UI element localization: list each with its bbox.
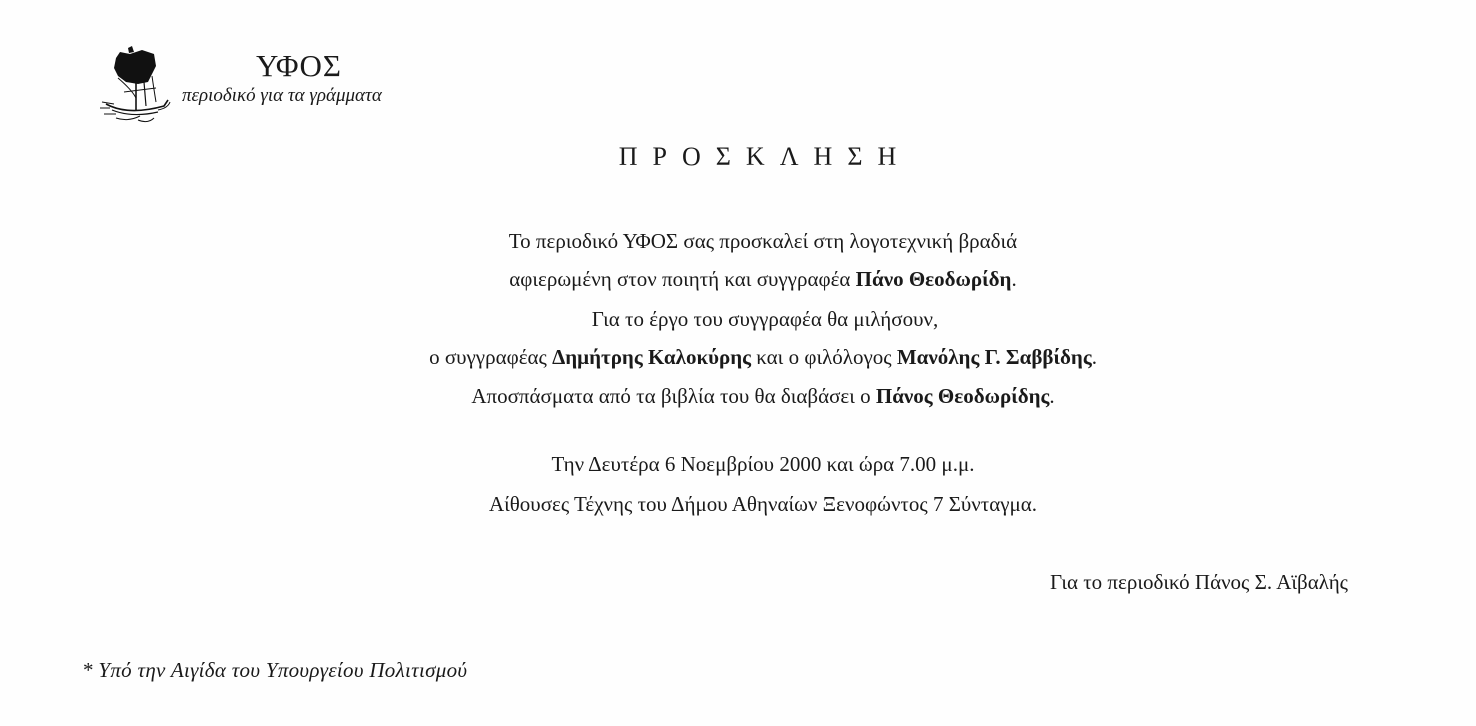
reader-name: Πάνος Θεοδωρίδης [875,384,1050,408]
body-line-2-prefix: αφιερωμένη στον ποιητή και συγγραφέα [509,267,856,291]
body-line-4 [0,347,1476,368]
footnote: * Υπό την Αιγίδα του Υπουργείου Πολιτισμού [82,658,468,682]
ship-sketch-icon [98,44,178,124]
brand-tagline: περιοδικό για τα γράμματα [182,85,382,106]
body-line-2 [0,269,1476,290]
body-line-5-prefix: Αποσπάσματα από τα βιβλία του θα διαβάσει ο [471,384,876,408]
event-datetime: Την Δευτέρα 6 Νοεμβρίου 2000 και ώρα 7.00 μ.μ. [551,452,975,476]
speaker-2-name: Μανόλης Γ. Σαββίδης [896,345,1092,369]
body-line-1: Το περιοδικό ΥΦΟΣ σας προσκαλεί στη λογοτεχνική βραδιά [508,229,1018,253]
body-line-4-prefix: ο συγγραφέας [429,345,553,369]
signature: Για το περιοδικό Πάνος Σ. Αϊβαλής [1049,570,1348,594]
body-line-4-middle: και ο φιλόλογος [751,345,897,369]
invitation-title: ΠΡΟΣΚΛΗΣΗ [618,142,912,171]
body-line-4-suffix: . [1091,345,1097,369]
brand-name: ΥΦΟΣ [256,48,342,83]
honoree-name: Πάνο Θεοδωρίδη [855,267,1012,291]
body-line-3: Για το έργο του συγγραφέα θα μιλήσουν, [591,307,939,331]
event-venue: Αίθουσες Τέχνης του Δήμου Αθηναίων Ξενοφώντος 7 Σύνταγμα. [488,492,1038,516]
body-line-5 [0,386,1476,407]
body-line-2-suffix: . [1011,267,1017,291]
body-line-5-suffix: . [1049,384,1055,408]
speaker-1-name: Δημήτρης Καλοκύρης [552,345,752,369]
